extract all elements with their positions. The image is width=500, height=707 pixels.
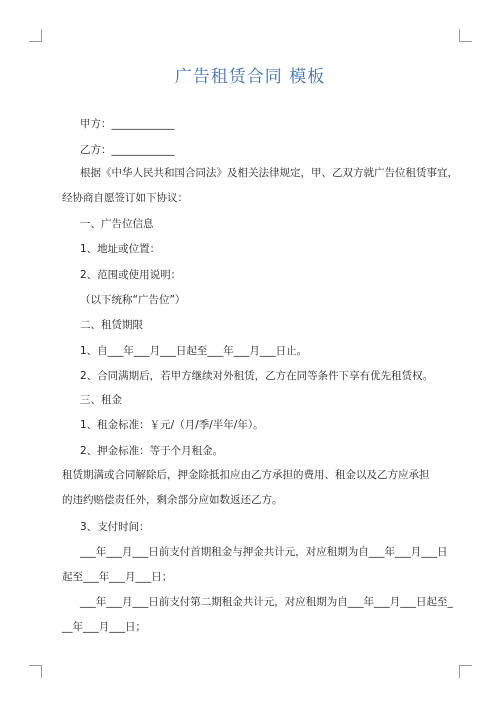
payment-2-line-1: ___年___月___日前支付第二期租金共计元，对应租期为自___年___月___日起至_ (80, 596, 453, 608)
page-corner-mark-bottom-left (29, 665, 42, 678)
intro-paragraph-line-2: 经协商自愿签订如下协议： (62, 192, 188, 204)
deposit-paragraph-line-2: 的违约赔偿责任外，剩余部分应如数返还乙方。 (62, 494, 283, 506)
section-3-heading: 三、租金 (80, 394, 122, 406)
party-a-line: 甲方：____________ (80, 118, 175, 130)
payment-1-line-1: ___年___月___日前支付首期租金与押金共计元，对应租期为自___年___月___日 (80, 546, 448, 558)
section-2-item-2: 2、合同满期后，若甲方继续对外租赁，乙方在同等条件下享有优先租赁权。 (80, 370, 434, 382)
page-corner-mark-top-left (29, 29, 42, 42)
section-3-item-2: 2、押金标准：等于个月租金。 (80, 445, 224, 457)
payment-1-line-2: 起至___年___月___日； (62, 571, 173, 583)
section-1-note: （以下统称“广告位”） (80, 294, 186, 306)
deposit-paragraph-line-1: 租赁期满或合同解除后，押金除抵扣应由乙方承担的费用、租金以及乙方应承担 (62, 469, 430, 481)
section-2-item-1: 1、自___年___月___日起至___年___月___日止。 (80, 345, 308, 357)
section-3-item-1: 1、租金标准：￥元/（月/季/半年/年）。 (80, 419, 264, 431)
section-3-item-3: 3、支付时间： (80, 521, 150, 533)
intro-paragraph-line-1: 根据《中华人民共和国合同法》及相关法律规定，甲、乙双方就广告位租赁事宜， (80, 167, 458, 179)
section-1-item-2: 2、范围或使用说明： (80, 269, 182, 281)
party-b-line: 乙方：____________ (80, 144, 175, 156)
section-1-item-1: 1、地址或位置： (80, 243, 161, 255)
page-corner-mark-top-right (459, 29, 472, 42)
page-corner-mark-bottom-right (459, 665, 472, 678)
section-2-heading: 二、租赁期限 (80, 319, 143, 331)
payment-2-line-2: __年___月___日； (62, 621, 146, 633)
document-title: 广告租赁合同 模板 (174, 67, 326, 87)
section-1-heading: 一、广告位信息 (80, 218, 154, 230)
